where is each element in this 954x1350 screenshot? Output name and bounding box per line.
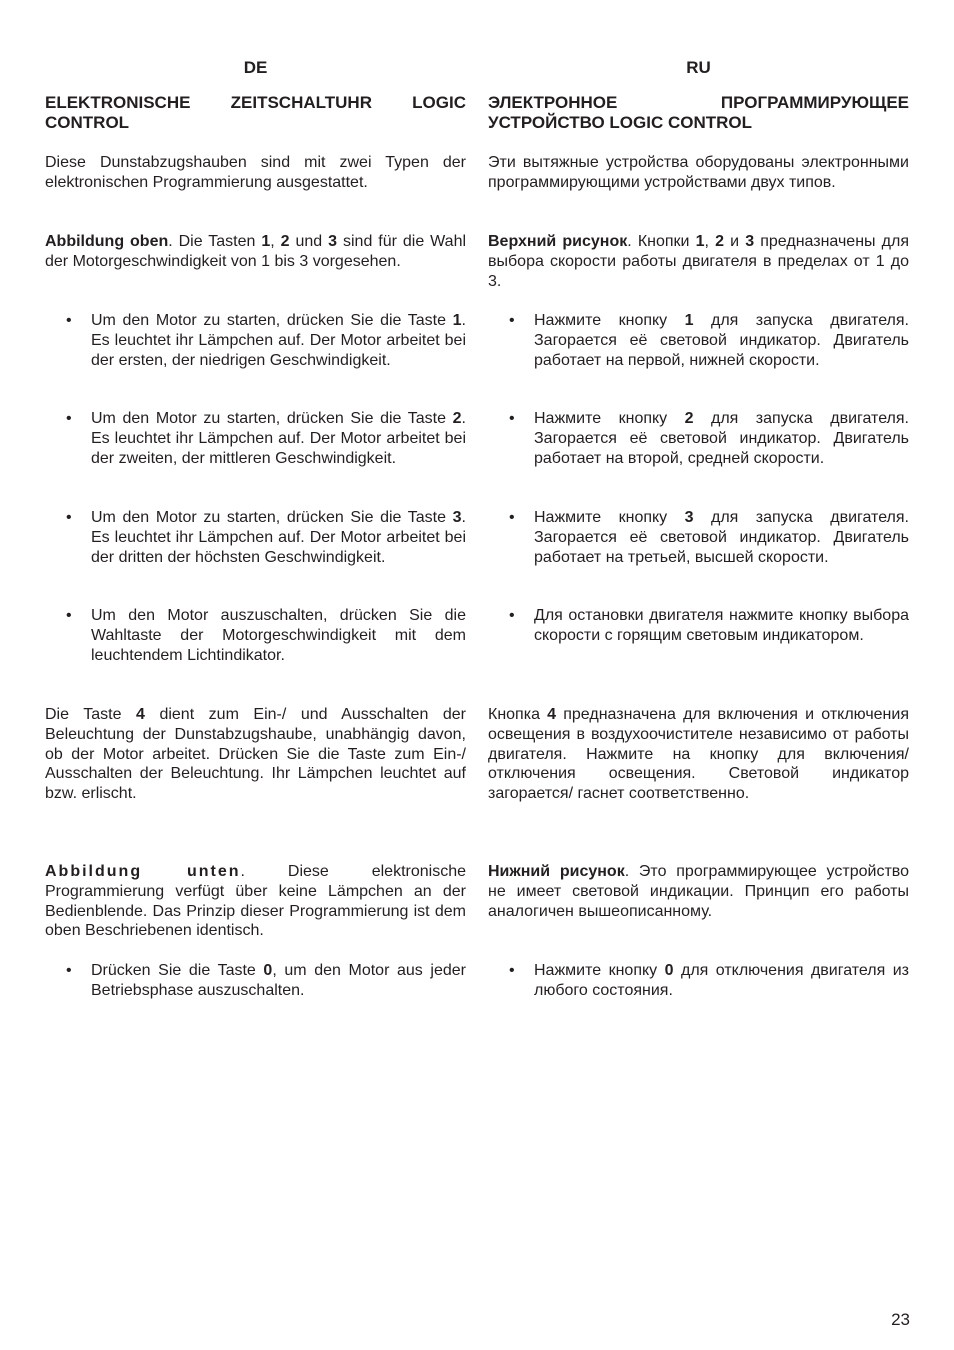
title-product-name: LOGIC CONTROL — [609, 113, 753, 132]
text: sind für die Wahl der Motorgeschwindigkeit von 1 bis 3 vorgesehen. — [45, 233, 467, 270]
text: Нажмите кнопку — [534, 312, 685, 329]
text: Нажмите кнопку — [534, 962, 665, 979]
bullet-icon: • — [509, 312, 515, 329]
text: Die Taste — [45, 706, 137, 723]
text: Um den Motor auszuschalten, drücken Sie die Wahltaste der Motorgeschwindigkeit mit dem leuchtendem Lichtindikator. — [91, 607, 466, 664]
key-number: 0 — [263, 962, 273, 979]
title-text: ELEKTRONISCHE ZEITSCHALTUHR — [45, 93, 413, 112]
key-number: 3 — [328, 233, 338, 250]
text: и — [724, 233, 746, 250]
text: , — [704, 233, 716, 250]
list-item — [488, 606, 909, 646]
key-number: 1 — [261, 233, 271, 250]
text: . Это программирующее устройство не имеет световой индикации. Принцип его работы аналогичен вышеописанному. — [488, 863, 909, 920]
list-item — [45, 606, 466, 665]
key-number: 1 — [695, 233, 705, 250]
bullet-icon: • — [66, 410, 72, 427]
key4-paragraph-ru — [488, 705, 909, 804]
text: для отключения двигателя из любого состояния. — [534, 962, 910, 999]
language-heading-de: DE — [243, 58, 268, 77]
text: Нажмите кнопку — [534, 509, 685, 526]
text: Drücken Sie die Taste — [91, 962, 264, 979]
list-item — [488, 311, 909, 370]
list-item — [488, 409, 909, 468]
text: . Die Tasten — [168, 233, 262, 250]
title-text: ЭЛЕКТРОННОЕ ПРОГРАММИРУЮЩЕЕ УСТРОЙСТВО — [488, 93, 909, 132]
text: предназначена для включения и отключения освещения в воздухоочистителе независимо от работы двигателя. Нажмите на кнопку для включения/ отключения освещения. Световой индикатор загорается/ гаснет соответственно. — [488, 706, 909, 803]
bullet-icon: • — [509, 410, 515, 427]
bullet-icon: • — [509, 962, 515, 979]
text: Кнопка — [488, 706, 548, 723]
list-item — [488, 508, 909, 567]
text: Um den Motor zu starten, drücken Sie die Taste — [91, 509, 453, 526]
key-number: 2 — [715, 233, 724, 250]
text: Um den Motor zu starten, drücken Sie die Taste — [91, 410, 453, 427]
section-title-de — [45, 93, 466, 133]
figure-label: Нижний рисунок — [488, 863, 625, 880]
key-number: 4 — [136, 706, 145, 723]
key4-paragraph-de — [45, 705, 466, 804]
text: Нажмите кнопку — [534, 410, 685, 427]
key-number: 2 — [684, 410, 694, 427]
text: . Es leuchtet ihr Lämpchen auf. Der Motor arbeitet bei der dritten der höchsten Geschwindigkeit. — [91, 509, 466, 566]
text: для запуска двигателя. Загорается её световой индикатор. Двигатель работает на второй, средней скорости. — [534, 410, 909, 467]
text: dient zum Ein-/ und Ausschalten der Beleuchtung der Dunstabzugshaube, unabhängig davon, ob der Motor arbeitet. Drücken Sie die Taste zum Ein-/ Ausschalten der Beleuchtung. Ihr Lämpchen leuchtet auf bzw. erlischt. — [45, 706, 466, 803]
text: предназначены для выбора скорости работы двигателя в пределах от 1 до 3. — [488, 233, 909, 290]
list-item — [45, 311, 466, 370]
list-item — [45, 961, 466, 1001]
title-product-name: LOGIC CONTROL — [45, 93, 466, 132]
text: Um den Motor zu starten, drücken Sie die Taste — [91, 312, 453, 329]
key-number: 0 — [664, 962, 674, 979]
text: для запуска двигателя. Загорается её световой индикатор. Двигатель работает на первой, нижней скорости. — [534, 312, 909, 369]
text: . Diese elektronische Programmierung verfügt über keine Lämpchen an der Bedienblende. Das Prinzip dieser Programmierung ist dem oben Beschriebenen identisch. — [45, 863, 466, 940]
bullet-icon: • — [509, 509, 515, 526]
intro-paragraph-ru: Эти вытяжные устройства оборудованы электронными программирующими устройствами двух типов. — [488, 154, 909, 191]
bullet-icon: • — [66, 312, 72, 329]
figure-top-paragraph-de — [45, 232, 466, 272]
text: . Es leuchtet ihr Lämpchen auf. Der Motor arbeitet bei der ersten, der niedrigen Geschwindigkeit. — [91, 312, 466, 369]
text: , — [270, 233, 281, 250]
bullet-icon: • — [509, 607, 515, 624]
key-number: 3 — [684, 509, 694, 526]
figure-label: Abbildung unten — [45, 863, 241, 880]
text: und — [289, 233, 329, 250]
list-item — [45, 409, 466, 468]
text: для запуска двигателя. Загорается её световой индикатор. Двигатель работает на третьей, высшей скорости. — [534, 509, 909, 566]
text: , um den Motor aus jeder Betriebsphase auszuschalten. — [91, 962, 466, 999]
language-heading-ru: RU — [686, 58, 711, 77]
figure-label: Abbildung oben — [45, 233, 169, 250]
list-item — [488, 961, 909, 1001]
key-number: 2 — [280, 233, 290, 250]
text: . Es leuchtet ihr Lämpchen auf. Der Motor arbeitet bei der zweiten, der mittleren Geschwindigkeit. — [91, 410, 466, 467]
bullet-icon: • — [66, 962, 72, 979]
text: . Кнопки — [627, 233, 696, 250]
key-number: 1 — [452, 312, 462, 329]
bullet-icon: • — [66, 509, 72, 526]
intro-paragraph-de: Diese Dunstabzugshauben sind mit zwei Typen der elektronischen Programmierung ausgestattet. — [45, 154, 466, 191]
key-number: 2 — [452, 410, 462, 427]
text: Для остановки двигателя нажмите кнопку выбора скорости с горящим световым индикатором. — [534, 607, 909, 644]
bullet-icon: • — [66, 607, 72, 624]
figure-bottom-paragraph-de — [45, 862, 466, 941]
figure-bottom-paragraph-ru — [488, 862, 909, 921]
figure-top-paragraph-ru — [488, 232, 909, 291]
list-item — [45, 508, 466, 567]
section-title-ru — [488, 93, 909, 133]
key-number: 3 — [745, 233, 755, 250]
key-number: 1 — [684, 312, 694, 329]
figure-label: Верхний рисунок — [488, 233, 628, 250]
key-number: 4 — [547, 706, 557, 723]
page-number: 23 — [891, 1310, 910, 1329]
key-number: 3 — [452, 509, 462, 526]
